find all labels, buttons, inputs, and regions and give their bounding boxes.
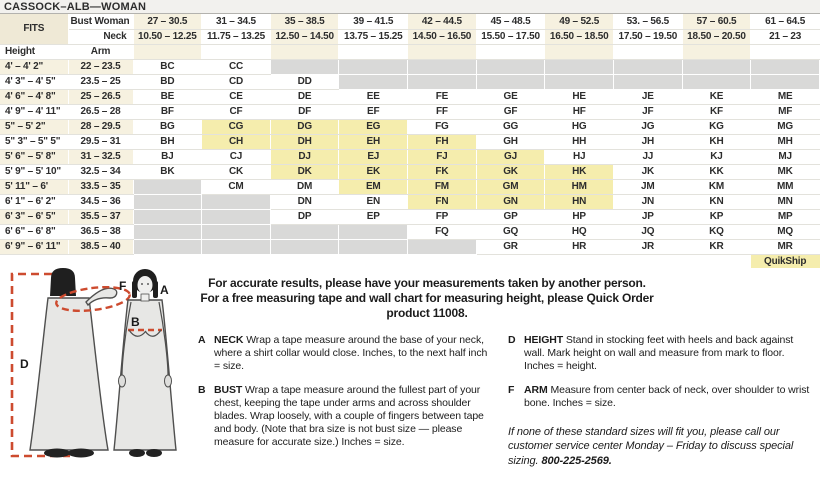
height-arm-spacer-cell [682, 44, 751, 59]
size-code-cell: CK [202, 164, 271, 179]
size-code-cell: CJ [202, 149, 271, 164]
front-figure-shoe [129, 449, 145, 457]
size-code-cell: HN [545, 194, 614, 209]
definition-height [508, 334, 812, 373]
size-code-cell: MM [751, 179, 820, 194]
arm-range-cell: 25 – 26.5 [68, 89, 133, 104]
neck-range-header: 13.75 – 15.25 [339, 29, 408, 44]
neck-range-header: 17.50 – 19.50 [613, 29, 682, 44]
empty-cell [133, 194, 202, 209]
size-code-cell: HK [545, 164, 614, 179]
back-figure-shoe [68, 449, 94, 458]
table-row [0, 104, 820, 119]
size-code-cell: JQ [613, 224, 682, 239]
bust-range-header: 27 – 30.5 [133, 14, 202, 29]
page-title: CASSOCK–ALB—WOMAN [0, 0, 820, 14]
size-code-cell: CH [202, 134, 271, 149]
measurement-figure [0, 268, 196, 467]
empty-cell [682, 74, 751, 89]
size-code-cell: GF [476, 104, 545, 119]
empty-cell [476, 74, 545, 89]
table-row [0, 149, 820, 164]
size-code-cell: MN [751, 194, 820, 209]
size-code-cell: JP [613, 209, 682, 224]
size-code-cell: ME [751, 89, 820, 104]
size-code-cell: DK [270, 164, 339, 179]
empty-cell [339, 239, 408, 254]
neck-range-header: 16.50 – 18.50 [545, 29, 614, 44]
arm-range-cell: 31 – 32.5 [68, 149, 133, 164]
definition-text [524, 384, 812, 410]
height-range-cell: 6' 1" – 6' 2" [0, 194, 68, 209]
definitions-left-column [198, 334, 494, 468]
arm-range-cell: 29.5 – 31 [68, 134, 133, 149]
size-code-cell: KE [682, 89, 751, 104]
size-code-cell: KP [682, 209, 751, 224]
size-code-cell: HQ [545, 224, 614, 239]
size-code-cell: FG [408, 119, 477, 134]
neck-range-header: 21 – 23 [751, 29, 820, 44]
empty-cell [133, 239, 202, 254]
definitions-right-column [508, 334, 812, 468]
definitions [198, 334, 812, 468]
definition-body: Wrap a tape measure around the fullest part of your chest, keeping the tape under arms and across shoulder blades. Wrap loosely, with a couple of fingers between tape and body. (Note that bra size is not bust size — please measure for accurate size.) Inches = size. [214, 384, 484, 449]
back-figure-shoe [44, 449, 70, 458]
size-code-cell: HJ [545, 149, 614, 164]
special-sizing-note [508, 425, 800, 468]
size-rows [0, 59, 820, 254]
size-code-cell: KM [682, 179, 751, 194]
size-code-cell: MR [751, 239, 820, 254]
table-row [0, 194, 820, 209]
empty-cell [202, 209, 271, 224]
empty-cell [133, 224, 202, 239]
size-code-cell: FP [408, 209, 477, 224]
size-table [0, 14, 820, 268]
neck-range-header: 11.75 – 13.25 [202, 29, 271, 44]
height-range-cell: 5' 9" – 5' 10" [0, 164, 68, 179]
arm-range-cell: 36.5 – 38 [68, 224, 133, 239]
neck-header-row [0, 29, 820, 44]
table-row [0, 239, 820, 254]
definition-term: HEIGHT [524, 334, 564, 346]
size-code-cell: KR [682, 239, 751, 254]
bust-range-header: 35 – 38.5 [270, 14, 339, 29]
intro-text [198, 276, 656, 321]
size-code-cell: MK [751, 164, 820, 179]
fits-header: FITS [0, 14, 68, 44]
size-code-cell: FK [408, 164, 477, 179]
size-code-cell: DN [270, 194, 339, 209]
empty-cell [613, 74, 682, 89]
empty-cell [270, 224, 339, 239]
definition-neck [198, 334, 494, 373]
height-range-cell: 4' – 4' 2" [0, 59, 68, 74]
table-row [0, 164, 820, 179]
empty-cell [202, 224, 271, 239]
front-figure-hair-side [153, 281, 158, 298]
size-code-cell: JF [613, 104, 682, 119]
empty-cell [133, 209, 202, 224]
front-figure-hand [119, 375, 126, 387]
size-code-cell: GG [476, 119, 545, 134]
front-figure-shoe [146, 449, 162, 457]
label-a: A [160, 283, 169, 297]
measurement-illustration [0, 268, 196, 467]
empty-cell [339, 59, 408, 74]
size-code-cell: JN [613, 194, 682, 209]
definition-letter: A [198, 334, 206, 346]
size-code-cell: MG [751, 119, 820, 134]
front-figure-hair-side [132, 281, 137, 298]
neck-range-header: 14.50 – 16.50 [408, 29, 477, 44]
definition-term: BUST [214, 384, 243, 397]
size-code-cell: FQ [408, 224, 477, 239]
size-code-cell: CG [202, 119, 271, 134]
bust-range-header: 53. – 56.5 [613, 14, 682, 29]
bust-woman-label: Bust Woman [68, 14, 133, 29]
height-range-cell: 4' 3" – 4' 5" [0, 74, 68, 89]
back-figure-robe [30, 298, 108, 450]
size-code-cell: CE [202, 89, 271, 104]
height-arm-spacer-cell [339, 44, 408, 59]
size-code-cell: EJ [339, 149, 408, 164]
size-code-cell: MQ [751, 224, 820, 239]
size-code-cell: BC [133, 59, 202, 74]
definition-letter: B [198, 384, 206, 397]
definition-body: Wrap a tape measure around the base of your neck, where a shirt collar would close. Inches, to the next half inch = size. [214, 334, 488, 373]
size-code-cell: JM [613, 179, 682, 194]
height-arm-spacer-cell [270, 44, 339, 59]
arm-range-cell: 26.5 – 28 [68, 104, 133, 119]
height-arm-header-row [0, 44, 820, 59]
size-code-cell: EF [339, 104, 408, 119]
front-figure-face [138, 276, 153, 294]
definition-text [524, 334, 812, 373]
empty-cell [202, 194, 271, 209]
height-arm-spacer-cell [133, 44, 202, 59]
size-code-cell: BF [133, 104, 202, 119]
arm-range-cell: 34.5 – 36 [68, 194, 133, 209]
bust-range-header: 42 – 44.5 [408, 14, 477, 29]
size-code-cell: KJ [682, 149, 751, 164]
empty-cell [545, 74, 614, 89]
size-code-cell: MJ [751, 149, 820, 164]
height-arm-spacer-cell [202, 44, 271, 59]
quikship-badge: QuikShip [751, 254, 820, 268]
size-code-cell: HE [545, 89, 614, 104]
definition-term: NECK [214, 334, 244, 346]
label-d: D [20, 357, 29, 371]
size-code-cell: MF [751, 104, 820, 119]
size-code-cell: BE [133, 89, 202, 104]
empty-cell [202, 239, 271, 254]
intro-line-1: For accurate results, please have your measurements taken by another person. [208, 276, 646, 290]
size-code-cell: BG [133, 119, 202, 134]
table-row [0, 119, 820, 134]
empty-cell [408, 74, 477, 89]
size-code-cell: DJ [270, 149, 339, 164]
empty-cell [408, 239, 477, 254]
arm-label: Arm [68, 44, 133, 59]
size-code-cell: CM [202, 179, 271, 194]
size-code-cell: DG [270, 119, 339, 134]
arm-range-cell: 35.5 – 37 [68, 209, 133, 224]
size-code-cell: BD [133, 74, 202, 89]
size-code-cell: FJ [408, 149, 477, 164]
bust-range-header: 61 – 64.5 [751, 14, 820, 29]
empty-cell [408, 59, 477, 74]
size-code-cell: BK [133, 164, 202, 179]
height-range-cell: 6' 3" – 6' 5" [0, 209, 68, 224]
size-code-cell: FF [408, 104, 477, 119]
size-code-cell: GM [476, 179, 545, 194]
bust-range-header: 39 – 41.5 [339, 14, 408, 29]
height-range-cell: 4' 9" – 4' 11" [0, 104, 68, 119]
empty-cell [339, 224, 408, 239]
size-code-cell: KH [682, 134, 751, 149]
height-label: Height [0, 44, 68, 59]
table-row [0, 59, 820, 74]
size-code-cell: DF [270, 104, 339, 119]
definition-term: ARM [524, 384, 548, 397]
table-row [0, 134, 820, 149]
definition-bust [198, 384, 494, 449]
bust-range-header: 31 – 34.5 [202, 14, 271, 29]
instructions-area [196, 268, 820, 467]
size-code-cell: GP [476, 209, 545, 224]
height-range-cell: 5' 11" – 6' [0, 179, 68, 194]
size-code-cell: CF [202, 104, 271, 119]
size-code-cell: JE [613, 89, 682, 104]
size-code-cell: HP [545, 209, 614, 224]
size-code-cell: KK [682, 164, 751, 179]
size-code-cell: HR [545, 239, 614, 254]
size-code-cell: FE [408, 89, 477, 104]
height-arm-spacer-cell [751, 44, 820, 59]
empty-cell [270, 239, 339, 254]
definition-letter: F [508, 384, 515, 397]
empty-cell [751, 74, 820, 89]
height-range-cell: 5" – 5' 2" [0, 119, 68, 134]
size-code-cell: EP [339, 209, 408, 224]
definition-text [214, 334, 494, 373]
height-arm-spacer-cell [545, 44, 614, 59]
definition-body: Stand in stocking feet with heels and back against wall. Mark height on wall and measure from mark to floor. Inches = height. [524, 334, 794, 373]
empty-cell [613, 59, 682, 74]
size-code-cell: DD [270, 74, 339, 89]
size-code-cell: KQ [682, 224, 751, 239]
label-b: B [131, 315, 140, 329]
table-row [0, 209, 820, 224]
size-code-cell: EN [339, 194, 408, 209]
size-code-cell: JH [613, 134, 682, 149]
empty-cell [476, 59, 545, 74]
empty-cell [545, 59, 614, 74]
front-figure-collar [141, 294, 149, 301]
size-code-cell: GN [476, 194, 545, 209]
size-code-cell: JG [613, 119, 682, 134]
height-range-cell: 6' 6" – 6' 8" [0, 224, 68, 239]
phone-number: 800-225-2569. [541, 454, 612, 467]
front-figure-hand [165, 375, 172, 387]
bust-range-header: 45 – 48.5 [476, 14, 545, 29]
neck-range-header: 15.50 – 17.50 [476, 29, 545, 44]
size-code-cell: KG [682, 119, 751, 134]
bust-range-header: 49 – 52.5 [545, 14, 614, 29]
arm-range-cell: 32.5 – 34 [68, 164, 133, 179]
quikship-spacer [0, 254, 751, 268]
size-code-cell: JJ [613, 149, 682, 164]
definition-body: Measure from center back of neck, over shoulder to wrist bone. Inches = size. [524, 384, 810, 410]
size-code-cell: EH [339, 134, 408, 149]
height-range-cell: 5" 3" – 5" 5" [0, 134, 68, 149]
size-code-cell: JK [613, 164, 682, 179]
intro-line-2: For a free measuring tape and wall chart for measuring height, please Quick Order product 11008. [200, 291, 654, 320]
size-code-cell: HM [545, 179, 614, 194]
empty-cell [751, 59, 820, 74]
label-f: F [119, 279, 127, 293]
size-code-cell: EE [339, 89, 408, 104]
height-range-cell: 6' 9" – 6' 11" [0, 239, 68, 254]
arm-range-cell: 38.5 – 40 [68, 239, 133, 254]
size-code-cell: KF [682, 104, 751, 119]
size-code-cell: HH [545, 134, 614, 149]
size-code-cell: JR [613, 239, 682, 254]
size-code-cell: MH [751, 134, 820, 149]
height-range-cell: 4' 6" – 4' 8" [0, 89, 68, 104]
size-code-cell: MP [751, 209, 820, 224]
size-code-cell: BJ [133, 149, 202, 164]
size-code-cell: BH [133, 134, 202, 149]
neck-range-header: 10.50 – 12.25 [133, 29, 202, 44]
size-code-cell: HF [545, 104, 614, 119]
neck-range-header: 18.50 – 20.50 [682, 29, 751, 44]
empty-cell [682, 59, 751, 74]
size-code-cell: FH [408, 134, 477, 149]
empty-cell [270, 59, 339, 74]
definition-text [214, 384, 494, 449]
quikship-row [0, 254, 820, 268]
note-text: If none of these standard sizes will fit you, please call our customer service center Monday – Friday to discuss special sizing. [508, 426, 794, 467]
size-code-cell: GJ [476, 149, 545, 164]
table-row [0, 74, 820, 89]
size-code-cell: KN [682, 194, 751, 209]
size-code-cell: DP [270, 209, 339, 224]
height-arm-spacer-cell [476, 44, 545, 59]
size-code-cell: GQ [476, 224, 545, 239]
empty-cell [133, 179, 202, 194]
size-code-cell: EG [339, 119, 408, 134]
size-code-cell: CD [202, 74, 271, 89]
size-code-cell: DE [270, 89, 339, 104]
bust-range-header: 57 – 60.5 [682, 14, 751, 29]
table-row [0, 179, 820, 194]
neck-range-header: 12.50 – 14.50 [270, 29, 339, 44]
size-code-cell: EM [339, 179, 408, 194]
table-row [0, 89, 820, 104]
neck-label: Neck [68, 29, 133, 44]
empty-cell [339, 74, 408, 89]
size-code-cell: DM [270, 179, 339, 194]
table-row [0, 224, 820, 239]
front-figure-eye [141, 283, 143, 285]
size-code-cell: HG [545, 119, 614, 134]
size-code-cell: GH [476, 134, 545, 149]
arm-range-cell: 22 – 23.5 [68, 59, 133, 74]
arm-range-cell: 23.5 – 25 [68, 74, 133, 89]
size-code-cell: FN [408, 194, 477, 209]
size-code-cell: FM [408, 179, 477, 194]
size-code-cell: GK [476, 164, 545, 179]
height-arm-spacer-cell [613, 44, 682, 59]
size-code-cell: EK [339, 164, 408, 179]
definition-arm [508, 384, 812, 410]
bust-header-row [0, 14, 820, 29]
size-code-cell: DH [270, 134, 339, 149]
definition-letter: D [508, 334, 516, 346]
height-arm-spacer-cell [408, 44, 477, 59]
arm-range-cell: 28 – 29.5 [68, 119, 133, 134]
front-figure-eye [147, 283, 149, 285]
height-range-cell: 5' 6" – 5' 8" [0, 149, 68, 164]
arm-range-cell: 33.5 – 35 [68, 179, 133, 194]
size-code-cell: CC [202, 59, 271, 74]
back-figure-arm [86, 288, 117, 305]
size-code-cell: GE [476, 89, 545, 104]
size-code-cell: GR [476, 239, 545, 254]
lower-section [0, 268, 820, 467]
